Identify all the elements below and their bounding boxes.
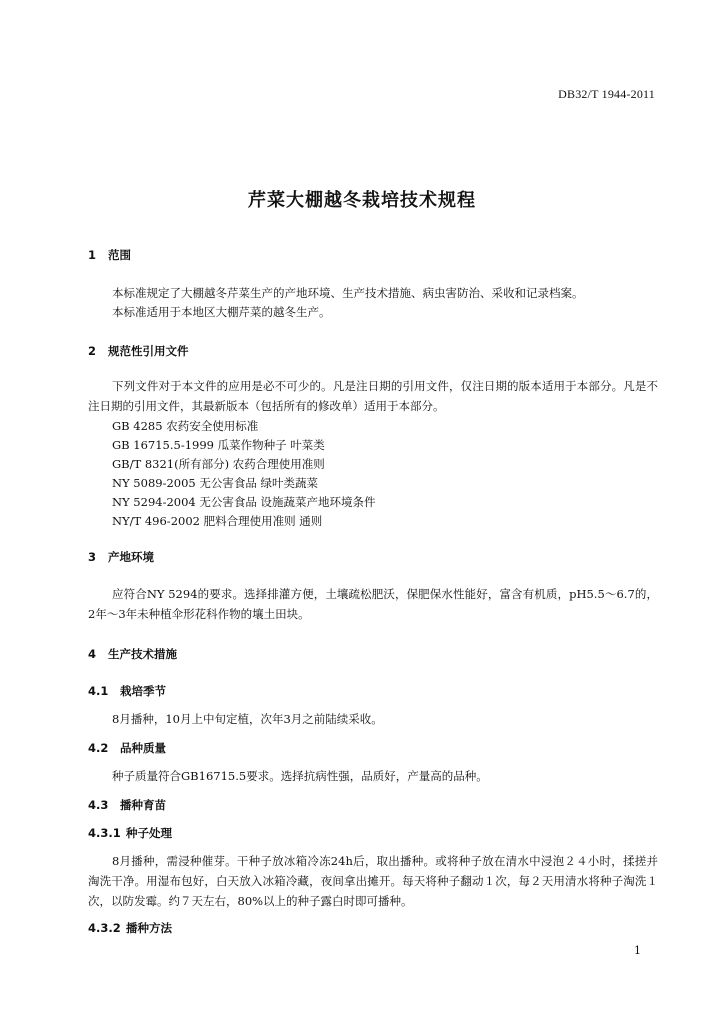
section-title: 产地环境 [108,550,154,564]
section-number: 4.3.2 [88,921,121,935]
section-number: 2 [88,344,97,358]
section-number: 4.3 [88,798,109,812]
section-1-paragraph-1: 本标准规定了大棚越冬芹菜生产的产地环境、生产技术措施、病虫害防治、采收和记录档案。 [112,286,584,300]
reference-item: GB 4285 农药安全使用标准 [112,419,259,433]
section-title: 规范性引用文件 [108,344,189,358]
section-number: 3 [88,550,97,564]
section-1-paragraph-2: 本标准适用于本地区大棚芹菜的越冬生产。 [112,305,331,319]
standard-number: DB32/T 1944-2011 [558,87,655,101]
subsection-4-2-heading [88,740,166,756]
subsection-4-3-1-heading [88,825,172,841]
section-3-heading [88,549,154,565]
section-number: 4 [88,647,97,661]
reference-item: GB 16715.5-1999 瓜菜作物种子 叶菜类 [112,438,325,452]
section-number: 1 [88,248,97,262]
section-4-heading [88,646,177,662]
subsection-4-2-paragraph: 种子质量符合GB16715.5要求。选择抗病性强，品质好，产量高的品种。 [112,769,488,783]
section-title: 栽培季节 [120,684,166,698]
section-title: 播种方法 [126,921,172,935]
subsection-4-3-heading [88,797,166,813]
section-3-paragraph: 应符合NY 5294的要求。选择排灌方便，土壤疏松肥沃，保肥保水性能好，富含有机质，pH5.5～6.7的，2年～3年未种植伞形花科作物的壤土田块。 [88,587,658,621]
subsection-4-1-paragraph: 8月播种，10月上中旬定植，次年3月之前陆续采收。 [112,712,383,726]
subsection-4-3-2-heading [88,920,172,936]
section-2-heading [88,343,189,359]
reference-item: GB/T 8321(所有部分) 农药合理使用准则 [112,457,325,471]
section-title: 种子处理 [126,826,172,840]
section-number: 4.3.1 [88,826,121,840]
subsection-4-3-1-paragraph: 8月播种，需浸种催芽。干种子放冰箱冷冻24h后，取出播种。或将种子放在清水中浸泡２４小时，揉搓并淘洗干净。用湿布包好，白天放入冰箱冷藏，夜间拿出摊开。每天将种子翻动１次，每２天用清水将种子淘洗１次，以防发霉。约７天左右，80%以上的种子露白时即可播种。 [88,854,658,908]
section-number: 4.2 [88,741,109,755]
section-title: 范围 [108,248,131,262]
reference-item: NY 5089-2005 无公害食品 绿叶类蔬菜 [112,476,319,490]
section-2-intro: 下列文件对于本文件的应用是必不可少的。凡是注日期的引用文件，仅注日期的版本适用于本部分。凡是不注日期的引用文件，其最新版本（包括所有的修改单）适用于本部分。 [88,379,658,413]
page-number: 1 [634,944,641,957]
document-title: 芹菜大棚越冬栽培技术规程 [248,190,476,211]
section-title: 生产技术措施 [108,647,177,661]
section-number: 4.1 [88,684,109,698]
reference-item: NY 5294-2004 无公害食品 设施蔬菜产地环境条件 [112,495,376,509]
section-title: 品种质量 [120,741,166,755]
reference-item: NY/T 496-2002 肥料合理使用准则 通则 [112,514,323,528]
section-1-heading [88,247,131,263]
subsection-4-1-heading [88,683,166,699]
section-title: 播种育苗 [120,798,166,812]
